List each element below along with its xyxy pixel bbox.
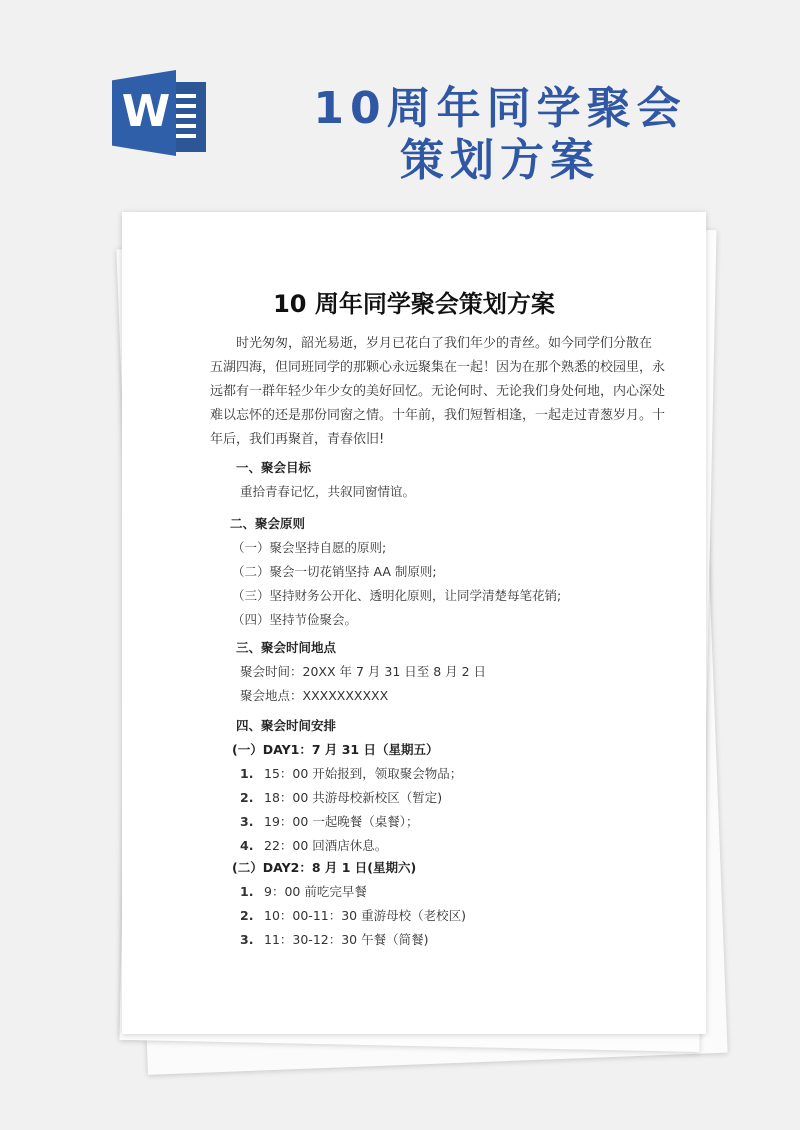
item-text: 18：00 共游母校新校区（暂定) [264,790,443,805]
intro-line: 难以忘怀的还是那份同窗之情。十年前，我们短暂相逢，一起走过青葱岁月。十 [210,408,666,423]
item-number: 2. [240,790,254,805]
document-title: 10 周年同学聚会策划方案 [273,290,555,318]
meeting-time: 聚会时间：20XX 年 7 月 31 日至 8 月 2 日 [240,664,487,679]
logo-letter: W [121,86,171,137]
banner-title-line2: 策划方案 [400,135,600,186]
section-heading-principles: 二、聚会原则 [230,516,306,531]
item-text: 9：00 前吃完早餐 [264,884,367,899]
principle-item: （四）坚持节俭聚会。 [232,612,358,627]
item-text: 10：00-11：30 重游母校（老校区) [264,908,466,923]
item-number: 1. [240,884,254,899]
item-number: 3. [240,814,254,829]
schedule-item [240,906,466,924]
item-number: 4. [240,838,254,853]
goal-text: 重拾青春记忆，共叙同窗情谊。 [240,484,416,499]
item-number: 2. [240,908,254,923]
principle-item: （一）聚会坚持自愿的原则; [232,540,387,555]
item-text: 11：30-12：30 午餐（简餐) [264,932,429,947]
schedule-item [240,788,442,806]
principle-item: （三）坚持财务公开化、透明化原则，让同学清楚每笔花销; [232,588,562,603]
section-heading-goal: 一、聚会目标 [236,460,312,475]
day1-heading: (一）DAY1：7 月 31 日（星期五） [232,742,439,757]
section-heading-time-place: 三、聚会时间地点 [236,640,337,655]
day2-heading: (二）DAY2：8 月 1 日(星期六) [232,860,417,875]
schedule-item [240,836,387,854]
item-number: 3. [240,932,254,947]
document-page [122,212,706,1034]
banner-title-line1: 10周年同学聚会 [313,83,687,134]
principle-item: （二）聚会一切花销坚持 AA 制原则; [232,564,437,579]
schedule-item [240,764,462,782]
schedule-item [240,812,419,830]
item-text: 19：00 一起晚餐（桌餐）； [264,814,419,829]
intro-line: 五湖四海，但同班同学的那颗心永远聚集在一起！因为在那个熟悉的校园里，永 [210,360,666,375]
item-number: 1. [240,766,254,781]
intro-line: 时光匆匆，韶光易逝，岁月已花白了我们年少的青丝。如今同学们分散在 [236,336,653,351]
word-logo [112,70,217,156]
intro-line: 远都有一群年轻少年少女的美好回忆。无论何时、无论我们身处何地，内心深处 [210,384,666,399]
item-text: 22：00 回酒店休息。 [264,838,388,853]
item-text: 15：00 开始报到，领取聚会物品； [264,766,463,781]
schedule-item [240,882,367,900]
section-heading-schedule: 四、聚会时间安排 [236,718,337,733]
meeting-place: 聚会地点：XXXXXXXXXX [240,688,389,703]
schedule-item [240,930,428,948]
intro-line: 年后，我们再聚首，青春依旧! [210,432,385,447]
intro-paragraph [210,332,666,452]
